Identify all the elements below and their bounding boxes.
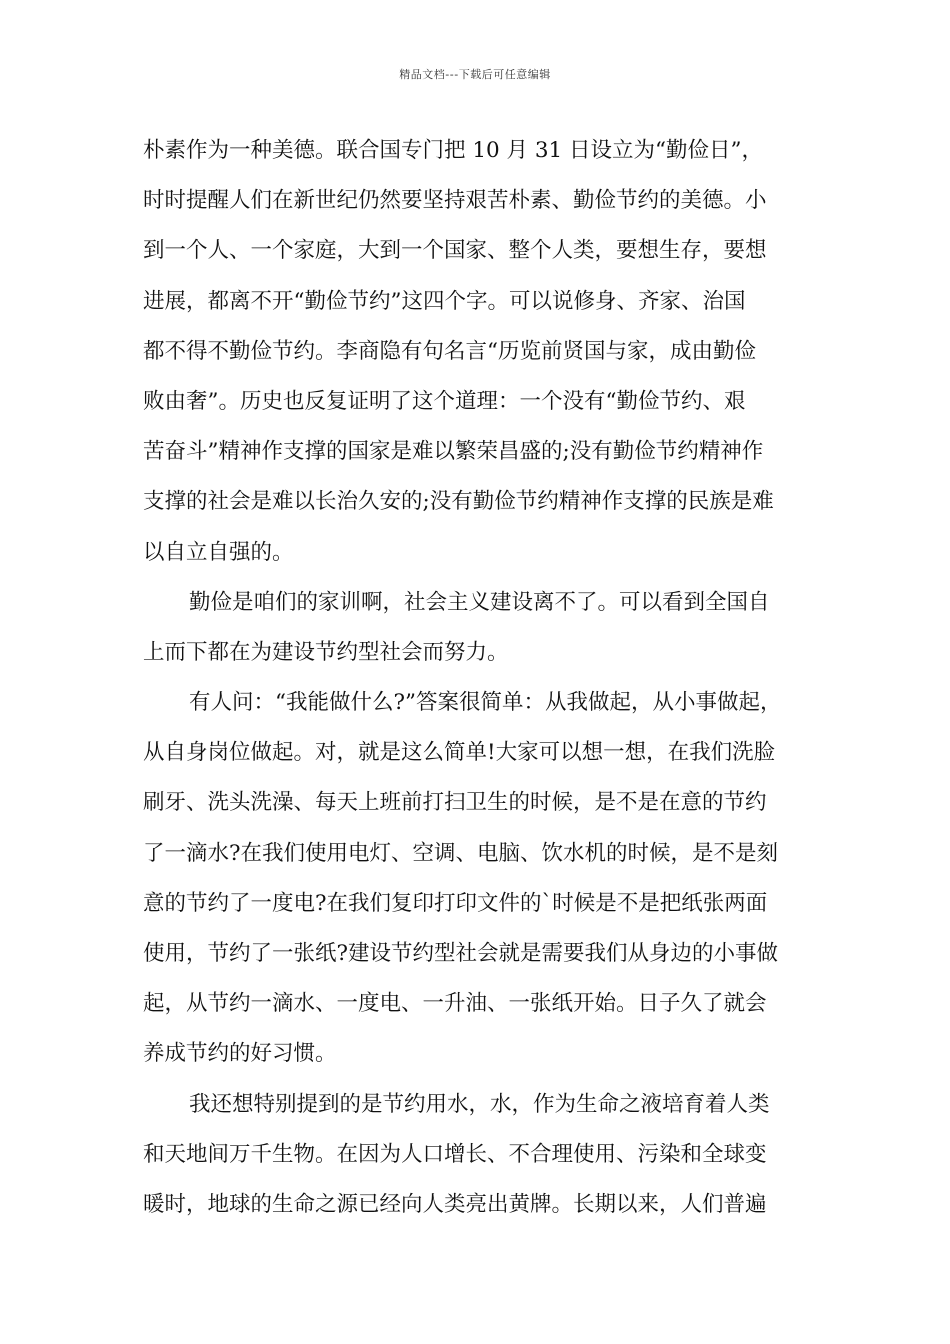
page-header: 精品文档---下载后可任意编辑 xyxy=(399,68,551,81)
text-line: 苦奋斗”精神作支撑的国家是难以繁荣昌盛的;没有勤俭节约精神作 xyxy=(143,439,764,465)
text-line: 起，从节约一滴水、一度电、一升油、一张纸开始。日子久了就会 xyxy=(143,991,767,1017)
text-line: 以自立自强的。 xyxy=(143,539,294,565)
text-line: 都不得不勤俭节约。李商隐有句名言“历览前贤国与家，成由勤俭 xyxy=(143,338,756,364)
text-line: 刷牙、洗头洗澡、每天上班前打扫卫生的时候，是不是在意的节约 xyxy=(143,790,767,816)
text-line: 时时提醒人们在新世纪仍然要坚持艰苦朴素、勤俭节约的美德。小 xyxy=(143,188,767,214)
text-line: 和天地间万千生物。在因为人口增长、不合理使用、污染和全球变 xyxy=(143,1141,767,1167)
text-line: 上而下都在为建设节约型社会而努力。 xyxy=(143,639,509,665)
document-body xyxy=(143,126,813,1230)
paragraph-first-line: 有人问：“我能做什么?”答案很简单：从我做起，从小事做起， xyxy=(189,690,782,716)
text-line: 养成节约的好习惯。 xyxy=(143,1041,337,1067)
text-line: 进展，都离不开“勤俭节约”这四个字。可以说修身、齐家、治国 xyxy=(143,288,746,314)
paragraph-first-line: 我还想特别提到的是节约用水，水，作为生命之液培育着人类 xyxy=(189,1091,770,1117)
text-line: 从自身岗位做起。对，就是这么简单!大家可以想一想，在我们洗脸 xyxy=(143,740,776,766)
text-line: 暖时，地球的生命之源已经向人类亮出黄牌。长期以来，人们普遍 xyxy=(143,1191,767,1217)
text-line: 使用，节约了一张纸?建设节约型社会就是需要我们从身边的小事做 xyxy=(143,941,779,966)
text-line: 支撑的社会是难以长治久安的;没有勤俭节约精神作支撑的民族是难 xyxy=(143,489,774,515)
text-line: 朴素作为一种美德。联合国专门把 10 月 31 日设立为“勤俭日”， xyxy=(143,138,764,163)
paragraph-first-line: 勤俭是咱们的家训啊，社会主义建设离不了。可以看到全国自 xyxy=(189,589,770,615)
text-line: 败由奢”。历史也反复证明了这个道理：一个没有“勤俭节约、艰 xyxy=(143,388,746,414)
text-line: 了一滴水?在我们使用电灯、空调、电脑、饮水机的时候，是不是刻 xyxy=(143,840,779,866)
text-line: 到一个人、一个家庭，大到一个国家、整个人类，要想生存，要想 xyxy=(143,238,767,264)
text-line: 意的节约了一度电?在我们复印打印文件的`时候是不是把纸张两面 xyxy=(143,890,768,916)
